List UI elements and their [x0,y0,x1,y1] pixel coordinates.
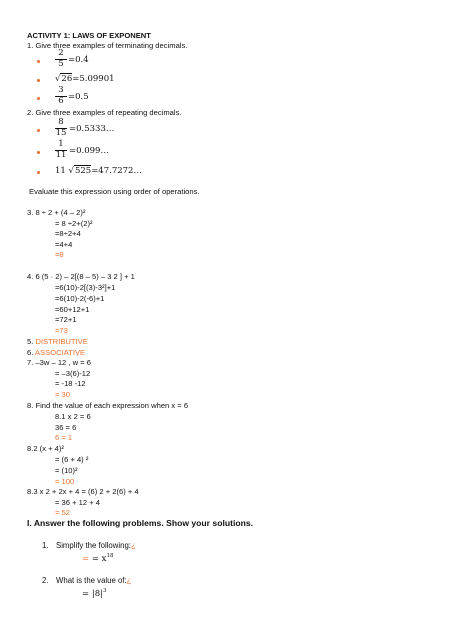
step: =6(10)-2(-6)+1 [55,294,105,303]
problem-6: 6. ASSOCIATIVE [27,348,86,357]
fraction: 1 11 [55,139,67,160]
bullet [37,151,40,154]
step: = 36 + 12 + 4 [55,498,100,507]
question-2: 2. Give three examples of repeating decimals. [27,108,182,117]
step: =4+4 [55,240,73,249]
bullet [37,129,40,132]
step: = -18 -12 [55,379,86,388]
problem-7: 7. –3w – 12 , w = 6 [27,358,91,367]
answer: = 52 [55,508,70,517]
item-answer: = $|8|^3$ [82,588,107,599]
fraction-value: =0.5333… [69,124,115,134]
question-1: 1. Give three examples of terminating decimals. [27,41,188,50]
item-number: 2. [42,576,49,585]
step: =72+1 [55,315,77,324]
item-text: What is the value of:¿ [56,576,132,585]
step: = –3(6)-12 [55,369,91,378]
step: =6(10)-2[(3)-3²]+1 [55,283,116,292]
answer: ASSOCIATIVE [35,348,86,357]
answer: = 100 [55,477,75,486]
step: 8.1 x 2 = 6 [55,412,91,421]
fraction: 2 5 [55,49,67,69]
fraction-value: =0.5 [68,92,89,102]
evaluate-instruction: Evaluate this expression using order of operations. [29,187,200,196]
item-number: 1. [42,541,49,550]
problem-8-2: 8.2 (x + 4)² [27,444,64,453]
problem-8: 8. Find the value of each expression when x = 6 [27,401,189,410]
problem-4: 4. 6 (5 · 2) – 2[(8 – 5) – 3 2 ] + 1 [27,272,135,281]
bullet [37,97,40,100]
problem-5: 5. DISTRIBUTIVE [27,337,88,346]
step: = (6 + 4) ² [55,455,89,464]
step: = 8 ÷2+(2)² [55,219,93,228]
bullet [37,79,40,82]
item-answer: = = $x^{18}$ [82,553,114,564]
sqrt-expression: 11 √525=47.7272… [55,166,142,176]
answer: =73 [55,326,68,335]
step: =60+12+1 [55,305,90,314]
bullet [37,60,40,63]
answer: =8 [55,250,64,259]
activity-title: ACTIVITY 1: LAWS OF EXPONENT [27,31,151,40]
answer: DISTRIBUTIVE [35,337,88,346]
step: 36 = 6 [55,423,77,432]
bullet [37,171,40,174]
fraction: 8 15 [55,117,67,138]
problem-8-3: 8.3 x 2 + 2x + 4 = (6) 2 + 2(6) + 4 [27,487,139,496]
fraction-value: =0.4 [68,55,89,65]
step: = (10)² [55,466,78,475]
sqrt-expression: √26=5.09901 [55,74,115,84]
fraction-value: =0.099… [69,146,109,156]
step: =8÷2+4 [55,229,81,238]
problem-3: 3. 8 ÷ 2 + (4 – 2)² [27,208,86,217]
section-heading: I. Answer the following problems. Show your solutions. [27,518,253,528]
answer: 6 = 1 [55,433,73,442]
item-text: Simplify the following:¿ [56,541,136,550]
fraction: 3 6 [55,86,67,106]
glyph: ¿ [126,576,132,585]
glyph: ¿ [130,541,136,550]
answer: = 30 [55,390,70,399]
